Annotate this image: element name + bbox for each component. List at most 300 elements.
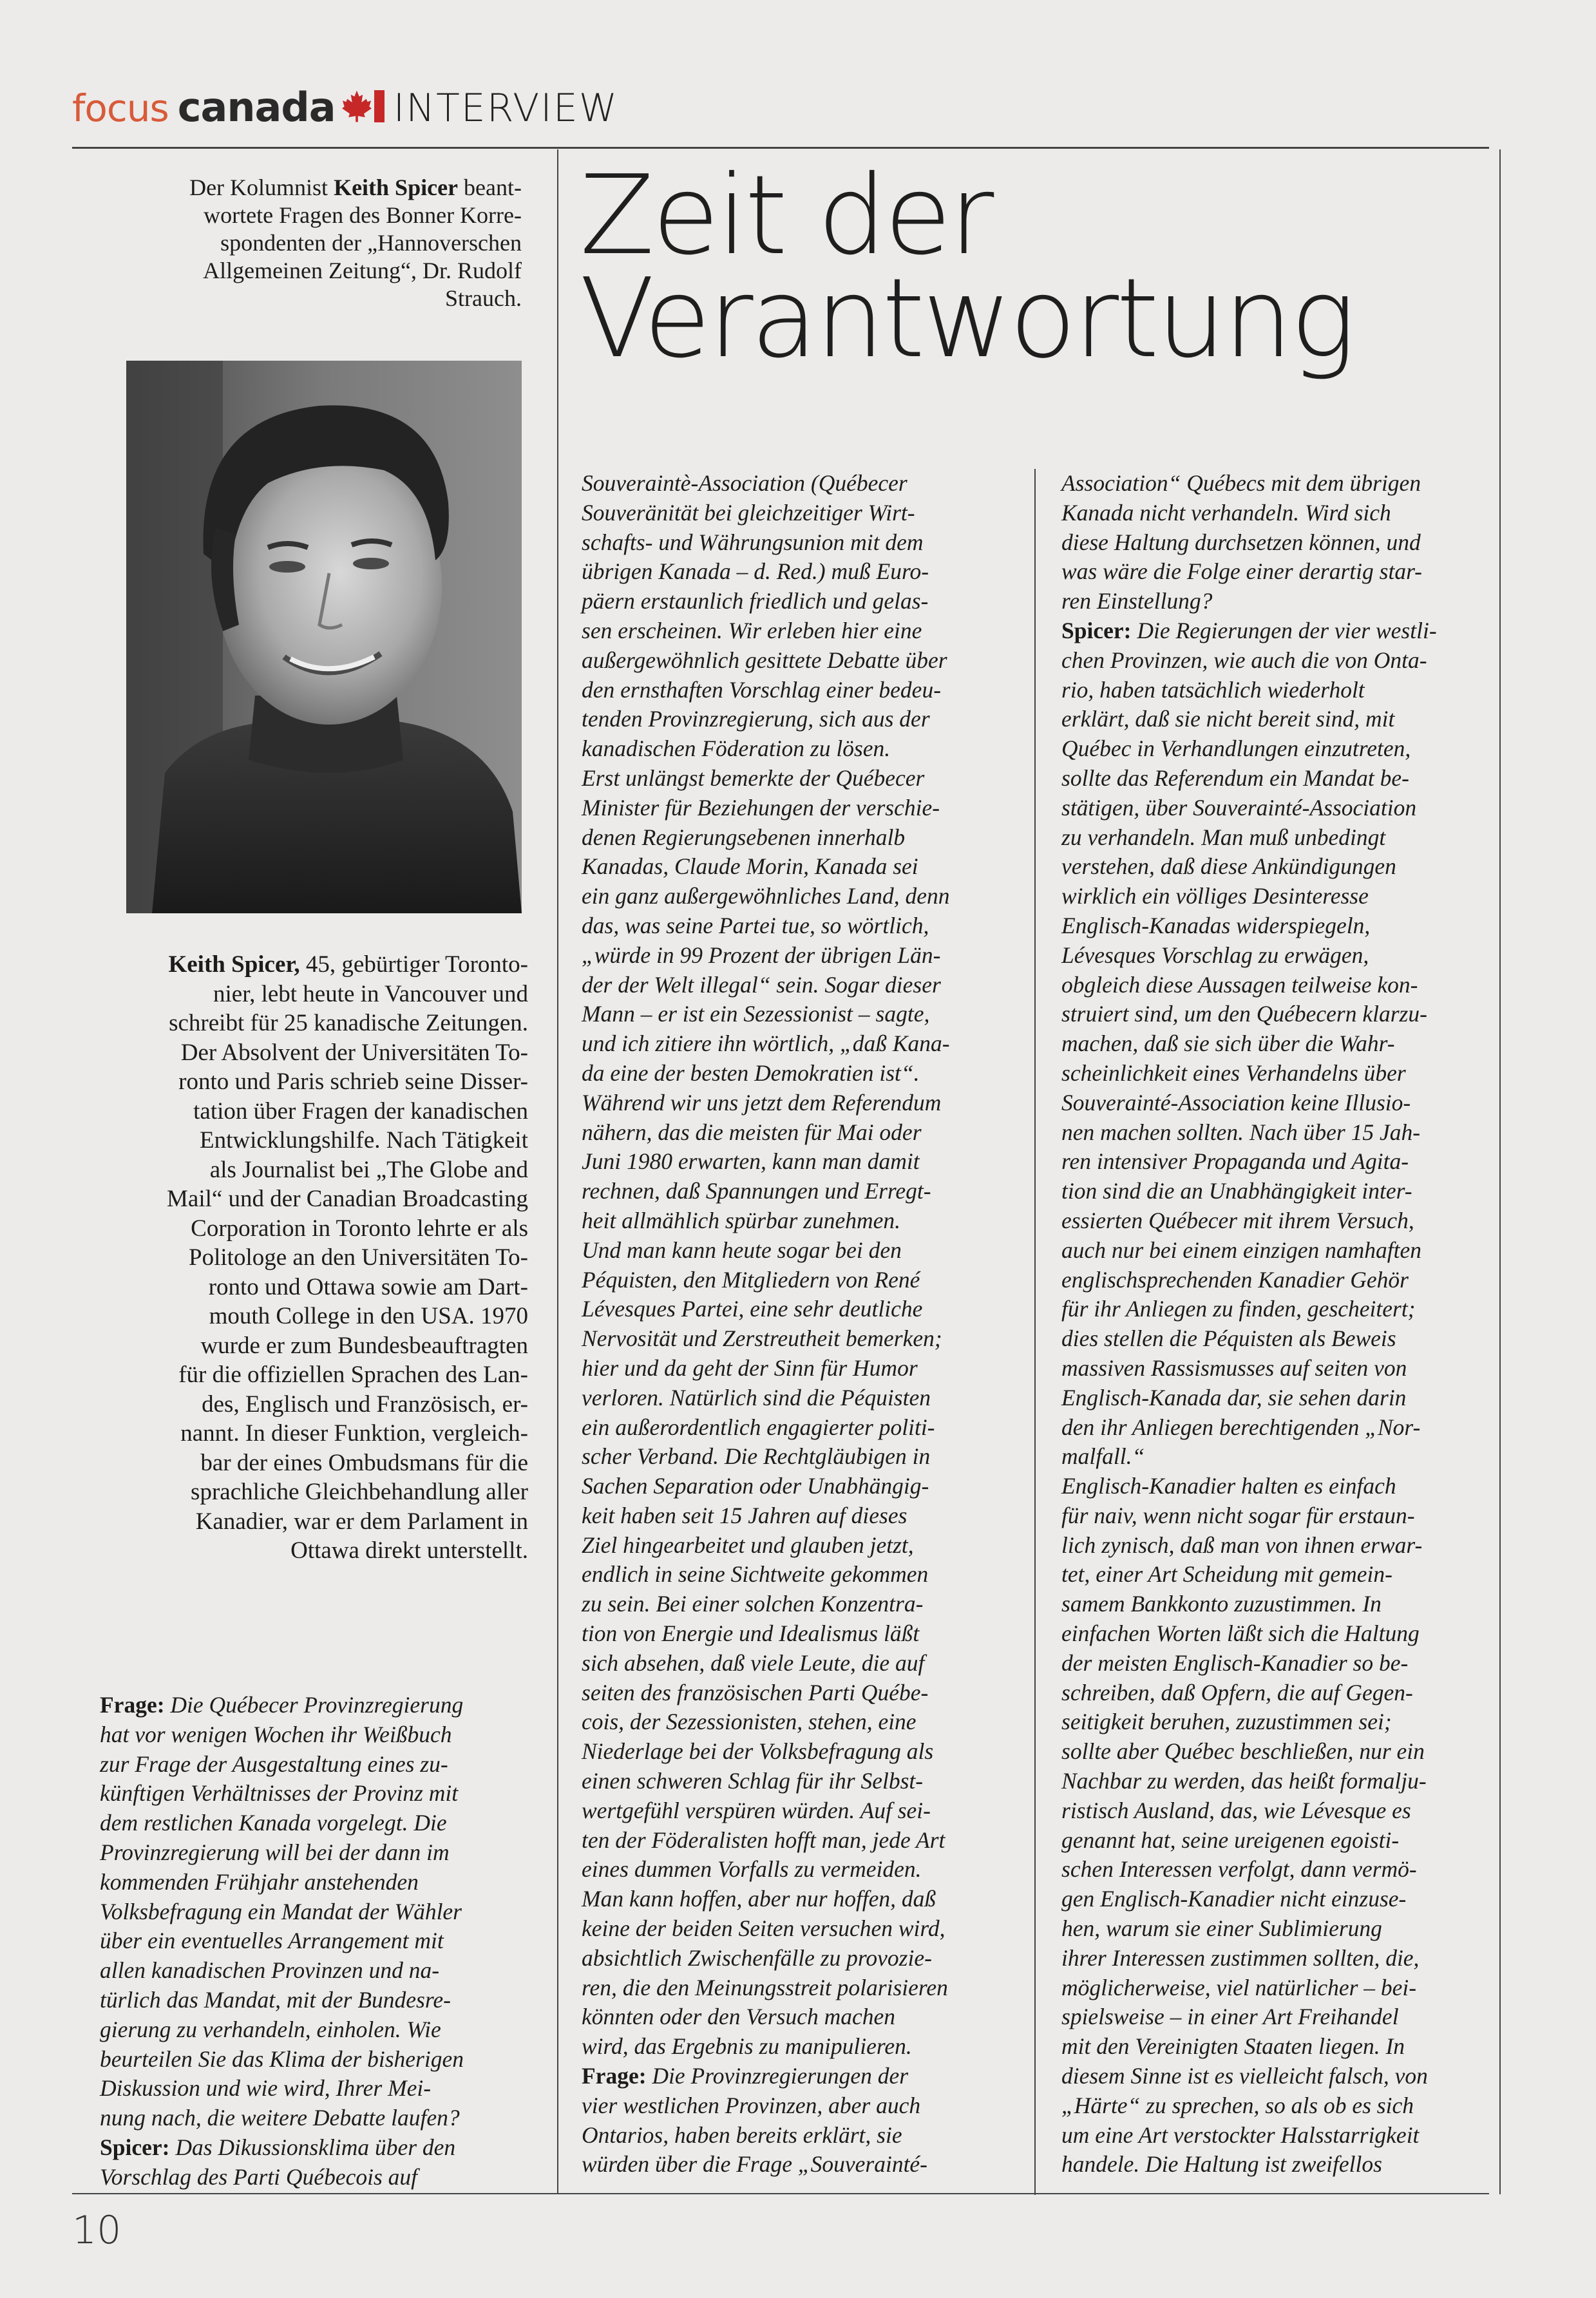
line-text: einen schweren Schlag für ihr Selbst- — [582, 1768, 924, 1794]
line-text: englischsprechenden Kanadier Gehör — [1061, 1266, 1409, 1293]
column-rule-right — [1499, 149, 1501, 2194]
column-line — [1061, 1707, 1487, 1737]
column-line — [1061, 557, 1487, 587]
line-text: obgleich diese Aussagen teilweise kon- — [1061, 971, 1418, 998]
column-line — [582, 1266, 1007, 1295]
column-line — [1061, 2121, 1487, 2151]
line-text: Souveränität bei gleichzeitiger Wirt- — [582, 499, 915, 526]
column-line — [582, 557, 1007, 587]
column-line — [100, 1720, 530, 1750]
intro-line: beant- — [458, 175, 522, 200]
line-text: diese Haltung durchsetzen können, und — [1061, 529, 1421, 555]
column-line — [1061, 1501, 1487, 1531]
speaker-label: Frage: — [100, 1692, 165, 1718]
column-line — [100, 1897, 530, 1927]
line-text: Erst unlängst bemerkte der Québecer — [582, 764, 925, 791]
column-line — [582, 823, 1007, 853]
line-text: da eine der besten Demokratien ist“. — [582, 1059, 920, 1086]
line-text: malfall.“ — [1061, 1443, 1145, 1470]
line-text: massiven Rassismusses auf seiten von — [1061, 1354, 1407, 1381]
line-text: wertgefühl verspüren würden. Auf sei- — [582, 1797, 931, 1823]
column-line — [582, 528, 1007, 558]
column-line — [582, 1354, 1007, 1383]
line-text: genannt hat, seine ureigenen egoisti- — [1061, 1827, 1400, 1853]
line-text: Das Dikussionsklima über den — [169, 2134, 456, 2160]
bio-line: für die offiziellen Sprachen des Lan- — [178, 1362, 528, 1388]
column-line — [582, 1678, 1007, 1708]
canada-logo: canada — [177, 84, 336, 131]
line-text: ren, die den Meinungsstreit polarisieren — [582, 1974, 948, 2000]
column-line — [1061, 676, 1487, 705]
line-text: Englisch-Kanada dar, sie sehen darin — [1061, 1384, 1407, 1410]
line-text: Association“ Québecs mit dem übrigen — [1061, 470, 1421, 496]
article-title — [580, 152, 1354, 383]
line-text: für ihr Anliegen zu finden, gescheitert; — [1061, 1296, 1416, 1322]
intro-line: spondenten der „Hannoverschen — [220, 230, 522, 256]
column-line — [1061, 1590, 1487, 1619]
column-line — [1061, 1383, 1487, 1413]
line-text: ren Einstellung? — [1061, 588, 1213, 614]
line-text: wirklich ein völliges Desinteresse — [1061, 883, 1369, 909]
column-line — [1061, 499, 1487, 528]
line-text: endlich in seine Sichtweite gekommen — [582, 1561, 929, 1588]
column-line — [582, 2121, 1007, 2151]
line-text: rio, haben tatsächlich wiederholt — [1061, 676, 1365, 703]
line-text: und ich zitiere ihn wörtlich, „daß Kana- — [582, 1030, 950, 1057]
line-text: der der Welt illegal“ sein. Sogar dieser — [582, 971, 941, 998]
line-text: übrigen Kanada – d. Red.) muß Euro- — [582, 558, 929, 585]
column-line — [1061, 734, 1487, 764]
line-text: zu sein. Bei einer solchen Konzentra- — [582, 1591, 924, 1617]
line-text: samem Bankkonto zuzustimmen. In — [1061, 1591, 1382, 1617]
page-number: 10 — [72, 2208, 122, 2253]
line-text: Kanada nicht verhandeln. Wird sich — [1061, 499, 1391, 526]
column-line — [582, 1649, 1007, 1678]
bio-line: Politologe an den Universitäten To- — [189, 1244, 528, 1271]
line-text: Mann – er ist ein Sezessionist – sagte, — [582, 1001, 930, 1027]
line-text: Péquisten, den Mitgliedern von René — [582, 1266, 920, 1293]
line-text: päern erstaunlich friedlich und gelas- — [582, 588, 929, 614]
column-rule-1 — [557, 149, 558, 2194]
title-line-2: Verantwortung — [580, 255, 1354, 383]
column-line — [100, 1750, 530, 1780]
line-text: künftigen Verhältnisses der Provinz mit — [100, 1780, 459, 1807]
line-text: Nachbar zu werden, das heißt formalju- — [1061, 1768, 1427, 1794]
line-text: tet, einer Art Scheidung mit gemein- — [1061, 1561, 1392, 1588]
line-text: Nervosität und Zerstreutheit bemerken; — [582, 1325, 942, 1352]
column-line — [582, 2032, 1007, 2062]
line-text: kommenden Frühjahr anstehenden — [100, 1868, 419, 1895]
column-line — [582, 1531, 1007, 1561]
line-text: denen Regierungsebenen innerhalb — [582, 824, 906, 850]
line-text: scher Verband. Die Rechtgläubigen in — [582, 1443, 931, 1470]
column-line — [1061, 1295, 1487, 1324]
column-line — [1061, 1619, 1487, 1649]
column-line — [1061, 616, 1487, 646]
line-text: nung nach, die weitere Debatte laufen? — [100, 2105, 460, 2131]
column-line — [100, 1838, 530, 1868]
line-text: Vorschlag des Parti Québecois auf — [100, 2163, 417, 2190]
column-line — [1061, 469, 1487, 499]
column-line — [1061, 2062, 1487, 2091]
column-line — [100, 1809, 530, 1838]
line-text: schreiben, daß Opfern, die auf Gegen- — [1061, 1679, 1413, 1705]
line-text: Lévesques Partei, eine sehr deutliche — [582, 1296, 923, 1322]
column-line — [582, 587, 1007, 616]
column-line — [1061, 1236, 1487, 1266]
line-text: Die Québecer Provinzregierung — [164, 1692, 464, 1718]
column-line — [1061, 764, 1487, 793]
line-text: könnten oder den Versuch machen — [582, 2004, 895, 2030]
bio-line: als Journalist bei „The Globe and — [209, 1156, 528, 1183]
column-line — [100, 2074, 530, 2103]
column-line — [582, 1501, 1007, 1531]
line-text: Während wir uns jetzt dem Referendum — [582, 1089, 942, 1116]
line-text: Diskussion und wie wird, Ihrer Mei- — [100, 2075, 432, 2102]
line-text: rechnen, daß Spannungen und Erregt- — [582, 1178, 931, 1204]
column-line — [100, 1926, 530, 1956]
column-line — [1061, 852, 1487, 882]
line-text: dem restlichen Kanada vorgelegt. Die — [100, 1810, 447, 1836]
column-line — [582, 882, 1007, 911]
line-text: scheinlichkeit eines Verhandelns über — [1061, 1059, 1406, 1086]
column-line — [1061, 1678, 1487, 1708]
line-text: den ernsthaften Vorschlag einer bedeu- — [582, 676, 942, 703]
section-header — [72, 84, 618, 129]
column-line — [582, 616, 1007, 646]
line-text: der meisten Englisch-Kanadier so be- — [1061, 1649, 1409, 1676]
line-text: gierung zu verhandeln, einholen. Wie — [100, 2016, 441, 2042]
column-line — [582, 1088, 1007, 1118]
bio-line: schreibt für 25 kanadische Zeitungen. — [169, 1010, 528, 1036]
column-line — [582, 1324, 1007, 1354]
line-text: struiert sind, um den Québecern klarzu- — [1061, 1001, 1427, 1027]
column-line — [582, 1796, 1007, 1826]
column-line — [100, 2015, 530, 2045]
intro-line: Allgemeinen Zeitung“, Dr. Rudolf — [203, 258, 522, 283]
column-line — [582, 1442, 1007, 1472]
line-text: verstehen, daß diese Ankündigungen — [1061, 853, 1396, 880]
column-rule-2 — [1034, 469, 1036, 2195]
speaker-label: Frage: — [582, 2063, 647, 2089]
bio-line: nier, lebt heute in Vancouver und — [213, 980, 528, 1007]
line-text: mit den Vereinigten Staaten liegen. In — [1061, 2033, 1405, 2060]
bio-line: Mail“ und der Canadian Broadcasting — [167, 1186, 528, 1212]
column-line — [582, 1767, 1007, 1796]
line-text: Souveraintè-Association (Québecer — [582, 470, 907, 496]
bio-line: Kanadier, war er dem Parlament in — [195, 1508, 528, 1535]
column-line — [582, 1973, 1007, 2003]
line-text: seiten des französischen Parti Québe- — [582, 1679, 929, 1705]
line-text: Québec in Verhandlungen einzutreten, — [1061, 736, 1411, 762]
line-text: diesem Sinne ist es vielleicht falsch, von — [1061, 2063, 1428, 2089]
line-text: Ziel hingearbeitet und glauben jetzt, — [582, 1532, 914, 1558]
column-line — [1061, 1560, 1487, 1590]
portrait-photo — [126, 361, 522, 913]
line-text: seitigkeit beruhen, zuzustimmen sei; — [1061, 1709, 1392, 1735]
line-text: handele. Die Haltung ist zweifellos — [1061, 2151, 1382, 2178]
line-text: hier und da geht der Sinn für Humor — [582, 1354, 918, 1381]
line-text: außergewöhnlich gesittete Debatte über — [582, 647, 947, 673]
column-line — [582, 1885, 1007, 1914]
column-line — [582, 1944, 1007, 1973]
line-text: Minister für Beziehungen der verschie- — [582, 794, 940, 821]
line-text: nähern, das die meisten für Mai oder — [582, 1119, 922, 1145]
line-text: beurteilen Sie das Klima der bisherigen — [100, 2046, 464, 2072]
header-rule — [72, 147, 1489, 149]
line-text: erklärt, daß sie nicht bereit sind, mit — [1061, 706, 1395, 732]
column-line — [1061, 1442, 1487, 1472]
column-line — [582, 2002, 1007, 2032]
title-line-1: Zeit der — [580, 152, 992, 280]
interview-column-1 — [100, 1691, 530, 2192]
column-line — [100, 1956, 530, 1986]
column-line — [582, 1059, 1007, 1088]
column-line — [582, 1737, 1007, 1767]
line-text: was wäre die Folge einer derartig star- — [1061, 558, 1423, 585]
bio-line: tation über Fragen der kanadischen — [193, 1097, 528, 1125]
column-line — [1061, 1206, 1487, 1236]
line-text: zur Frage der Ausgestaltung eines zu- — [100, 1751, 448, 1777]
column-line — [582, 1295, 1007, 1324]
bio-line: Ottawa direkt unterstellt. — [290, 1537, 528, 1564]
footer-rule — [72, 2193, 1489, 2194]
line-text: auch nur bei einem einzigen namhaften — [1061, 1237, 1422, 1263]
line-text: vier westlichen Provinzen, aber auch — [582, 2092, 921, 2118]
line-text: Juni 1980 erwarten, kann man damit — [582, 1148, 920, 1175]
column-line — [1061, 1059, 1487, 1088]
column-line — [1061, 1796, 1487, 1826]
line-text: Souverainté-Association keine Illusio- — [1061, 1089, 1411, 1116]
column-line — [100, 2103, 530, 2133]
line-text: zu verhandeln. Man muß unbedingt — [1061, 824, 1386, 850]
line-text: hen, warum sie einer Sublimierung — [1061, 1915, 1382, 1942]
column-line — [1061, 941, 1487, 971]
column-line — [100, 2045, 530, 2075]
column-line — [100, 1986, 530, 2015]
column-line — [582, 1707, 1007, 1737]
column-line — [1061, 1973, 1487, 2003]
column-line — [582, 676, 1007, 705]
column-line — [1061, 1266, 1487, 1295]
intro-prefix: Der Kolumnist — [189, 175, 334, 200]
maple-leaf-icon — [342, 90, 372, 123]
bio-line: wurde er zum Bundesbeauftragten — [200, 1332, 528, 1359]
line-text: hat vor wenigen Wochen ihr Weißbuch — [100, 1721, 452, 1747]
line-text: ein ganz außergewöhnliches Land, denn — [582, 883, 950, 909]
line-text: Ontarios, haben bereits erklärt, sie — [582, 2122, 902, 2148]
intro-line: wortete Fragen des Bonner Korre- — [204, 202, 522, 228]
line-text: tion von Energie und Idealismus läßt — [582, 1620, 920, 1647]
column-line — [1061, 2150, 1487, 2179]
bio-line: des, Englisch und Französisch, er- — [202, 1391, 528, 1418]
intro-line: Strauch. — [445, 285, 522, 311]
interview-column-3 — [1061, 469, 1487, 2179]
column-line — [1061, 1088, 1487, 1118]
line-text: Englisch-Kanadas widerspiegeln, — [1061, 912, 1371, 938]
column-line — [1061, 1000, 1487, 1029]
column-line — [1061, 1029, 1487, 1059]
line-text: würden über die Frage „Souverainté- — [582, 2151, 928, 2178]
column-line — [582, 499, 1007, 528]
column-line — [1061, 1885, 1487, 1914]
column-line — [582, 941, 1007, 971]
line-text: stätigen, über Souverainté-Association — [1061, 794, 1417, 821]
column-line — [100, 2133, 530, 2163]
line-text: verloren. Natürlich sind die Péquisten — [582, 1384, 931, 1410]
line-text: wird, das Ergebnis zu manipulieren. — [582, 2033, 912, 2060]
line-text: Die Provinzregierungen der — [646, 2063, 909, 2089]
line-text: über ein eventuelles Arrangement mit — [100, 1928, 444, 1954]
column-line — [1061, 793, 1487, 823]
column-line — [1061, 705, 1487, 734]
column-line — [1061, 2002, 1487, 2032]
column-line — [582, 1029, 1007, 1059]
column-line — [582, 764, 1007, 793]
column-line — [100, 1779, 530, 1809]
line-text: ten der Föderalisten hofft man, jede Art — [582, 1827, 945, 1853]
column-line — [1061, 1944, 1487, 1973]
column-line — [1061, 2091, 1487, 2121]
line-text: eines dummen Vorfalls zu vermeiden. — [582, 1856, 922, 1883]
line-text: kanadischen Föderation zu lösen. — [582, 736, 891, 762]
column-line — [582, 1590, 1007, 1619]
line-text: ren intensiver Propaganda und Agita- — [1061, 1148, 1409, 1175]
bio-line: ronto und Ottawa sowie am Dart- — [208, 1273, 528, 1300]
line-text: „würde in 99 Prozent der übrigen Län- — [582, 942, 941, 968]
column-line — [1061, 1914, 1487, 1944]
line-text: keit haben seit 15 Jahren auf dieses — [582, 1502, 907, 1528]
column-line — [100, 1691, 530, 1720]
column-line — [1061, 823, 1487, 853]
column-line — [582, 1236, 1007, 1266]
line-text: lich zynisch, daß man von ihnen erwar- — [1061, 1532, 1423, 1558]
column-line — [1061, 1649, 1487, 1678]
column-line — [1061, 646, 1487, 676]
column-line — [1061, 587, 1487, 616]
line-text: tenden Provinzregierung, sich aus der — [582, 706, 930, 732]
line-text: Die Regierungen der vier westli- — [1131, 617, 1437, 643]
column-line — [582, 1826, 1007, 1856]
speaker-label: Spicer: — [100, 2134, 170, 2160]
column-line — [1061, 1147, 1487, 1177]
column-line — [582, 1177, 1007, 1206]
column-line — [1061, 882, 1487, 911]
line-text: tion sind die an Unabhängigkeit inter- — [1061, 1178, 1412, 1204]
line-text: machen, daß sie sich über die Wahr- — [1061, 1030, 1395, 1057]
line-text: türlich das Mandat, mit der Bundesre- — [100, 1986, 451, 2013]
column-line — [582, 1206, 1007, 1236]
speaker-label: Spicer: — [1061, 617, 1132, 643]
line-text: Kanadas, Claude Morin, Kanada sei — [582, 853, 918, 880]
intro-text — [103, 174, 522, 312]
line-text: Und man kann heute sogar bei den — [582, 1237, 902, 1263]
column-line — [1061, 1472, 1487, 1501]
line-text: spielsweise – in einer Art Freihandel — [1061, 2004, 1399, 2030]
section-label: INTERVIEW — [393, 86, 619, 131]
column-line — [1061, 1767, 1487, 1796]
bio-line: 45, gebürtiger Toronto- — [299, 951, 528, 978]
line-text: essierten Québecer mit ihrem Versuch, — [1061, 1207, 1414, 1233]
line-text: Man kann hoffen, aber nur hoffen, daß — [582, 1886, 936, 1912]
line-text: sich absehen, daß viele Leute, die auf — [582, 1649, 925, 1676]
line-text: das, was seine Partei tue, so wörtlich, — [582, 912, 929, 938]
bio-line: Corporation in Toronto lehrte er als — [191, 1215, 528, 1242]
column-line — [1061, 971, 1487, 1000]
column-line — [582, 1914, 1007, 1944]
column-line — [1061, 1118, 1487, 1148]
column-line — [582, 2091, 1007, 2121]
line-text: ristisch Ausland, das, wie Lévesque es — [1061, 1797, 1411, 1823]
column-line — [582, 2062, 1007, 2091]
bio-name: Keith Spicer, — [168, 951, 300, 978]
column-line — [1061, 1531, 1487, 1561]
column-line — [582, 1413, 1007, 1443]
line-text: gen Englisch-Kanadier nicht einzuse- — [1061, 1886, 1407, 1912]
line-text: ihrer Interessen zustimmen sollten, die, — [1061, 1944, 1420, 1971]
bio-line: Entwicklungshilfe. Nach Tätigkeit — [200, 1127, 528, 1154]
line-text: den ihr Anliegen berechtigenden „Nor- — [1061, 1414, 1421, 1440]
column-line — [582, 2150, 1007, 2179]
line-text: nen machen sollten. Nach über 15 Jah- — [1061, 1119, 1421, 1145]
focus-logo: focus — [72, 86, 169, 130]
column-line — [1061, 2032, 1487, 2062]
column-line — [582, 971, 1007, 1000]
interview-column-2 — [582, 469, 1007, 2179]
column-line — [1061, 1324, 1487, 1354]
line-text: schen Interessen verfolgt, dann vermö- — [1061, 1856, 1417, 1883]
column-line — [582, 1147, 1007, 1177]
column-line — [100, 1868, 530, 1897]
column-line — [1061, 1855, 1487, 1885]
column-line — [1061, 528, 1487, 558]
line-text: sollte das Referendum ein Mandat be- — [1061, 764, 1409, 791]
column-line — [582, 1118, 1007, 1148]
column-line — [1061, 1354, 1487, 1383]
line-text: „Härte“ zu sprechen, so als ob es sich — [1061, 2092, 1414, 2118]
column-line — [582, 1619, 1007, 1649]
column-line — [582, 852, 1007, 882]
line-text: chen Provinzen, wie auch die von Onta- — [1061, 647, 1427, 673]
line-text: Lévesques Vorschlag zu erwägen, — [1061, 942, 1369, 968]
column-line — [1061, 1826, 1487, 1856]
line-text: allen kanadischen Provinzen und na- — [100, 1957, 440, 1984]
column-line — [100, 2163, 530, 2192]
line-text: möglicherweise, viel natürlicher – bei- — [1061, 1974, 1417, 2000]
line-text: um eine Art verstockter Halsstarrigkeit — [1061, 2122, 1420, 2148]
column-line — [582, 646, 1007, 676]
column-line — [1061, 911, 1487, 941]
line-text: ein außerordentlich engagierter politi- — [582, 1414, 935, 1440]
column-line — [582, 1560, 1007, 1590]
column-line — [582, 1383, 1007, 1413]
line-text: für naiv, wenn nicht sogar für erstaun- — [1061, 1502, 1415, 1528]
line-text: heit allmählich spürbar zunehmen. — [582, 1207, 900, 1233]
column-line — [582, 1472, 1007, 1501]
line-text: absichtlich Zwischenfälle zu provozie- — [582, 1944, 932, 1971]
flag-bar — [374, 90, 385, 122]
column-line — [582, 911, 1007, 941]
column-line — [582, 1000, 1007, 1029]
line-text: Sachen Separation oder Unabhängig- — [582, 1473, 929, 1499]
column-line — [582, 1855, 1007, 1885]
bio-line: sprachliche Gleichbehandlung aller — [191, 1479, 528, 1505]
line-text: sen erscheinen. Wir erleben hier eine — [582, 617, 922, 643]
column-line — [582, 705, 1007, 734]
bio-line: Der Absolvent der Universitäten To- — [180, 1039, 528, 1066]
line-text: Provinzregierung will bei der dann im — [100, 1839, 450, 1865]
bio-line: mouth College in den USA. 1970 — [209, 1303, 528, 1329]
